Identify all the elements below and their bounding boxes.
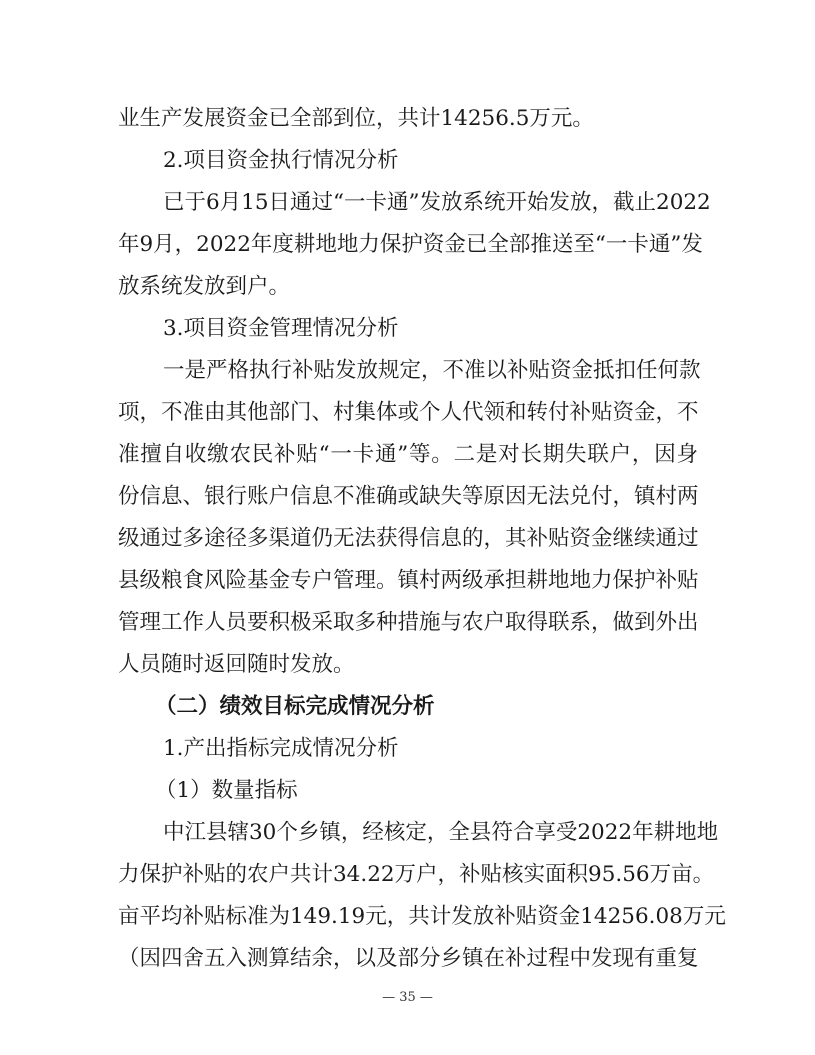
paragraph-line: 已于6月15日通过“一卡通”发放系统开始发放，截止2022 xyxy=(163,190,711,215)
paragraph-line: 一是严格执行补贴发放规定，不准以补贴资金抵扣任何款 xyxy=(163,358,701,383)
paragraph-line: 力保护补贴的农户共计34.22万户，补贴核实面积95.56万亩。 xyxy=(118,862,715,887)
paragraph-line: 亩平均补贴标准为149.19元，共计发放补贴资金14256.08万元 xyxy=(118,904,726,929)
paragraph-line: 放系统发放到户。 xyxy=(118,274,291,299)
paragraph-line: 年9月，2022年度耕地地力保护资金已全部推送至“一卡通”发 xyxy=(118,232,703,257)
paragraph-line: 业生产发展资金已全部到位，共计14256.5万元。 xyxy=(118,106,594,131)
paragraph-line: （因四舍五入测算结余，以及部分乡镇在补过程中发现有重复 xyxy=(118,946,699,971)
section-heading: 1.产出指标完成情况分析 xyxy=(163,736,399,761)
paragraph-line: 中江县辖30个乡镇，经核定，全县符合享受2022年耕地地 xyxy=(163,820,719,845)
paragraph-line: 份信息、银行账户信息不准确或缺失等原因无法兑付，镇村两 xyxy=(118,484,699,509)
paragraph-line: 级通过多途径多渠道仍无法获得信息的，其补贴资金继续通过 xyxy=(118,526,699,551)
subsection-heading: （二）绩效目标完成情况分析 xyxy=(155,694,435,719)
page-number: — 35 — xyxy=(382,990,433,1005)
paragraph-line: 管理工作人员要积极采取多种措施与农户取得联系，做到外出 xyxy=(118,610,699,635)
section-heading: 2.项目资金执行情况分析 xyxy=(163,148,399,173)
paragraph-line: 准擅自收缴农民补贴“一卡通”等。二是对长期失联户，因身 xyxy=(118,442,698,467)
paragraph-line: 人员随时返回随时发放。 xyxy=(118,652,355,677)
section-heading: 3.项目资金管理情况分析 xyxy=(163,316,399,341)
paragraph-line: 县级粮食风险基金专户管理。镇村两级承担耕地地力保护补贴 xyxy=(118,568,699,593)
paragraph-line: 项，不准由其他部门、村集体或个人代领和转付补贴资金，不 xyxy=(118,400,699,425)
section-heading: （1）数量指标 xyxy=(155,778,298,803)
